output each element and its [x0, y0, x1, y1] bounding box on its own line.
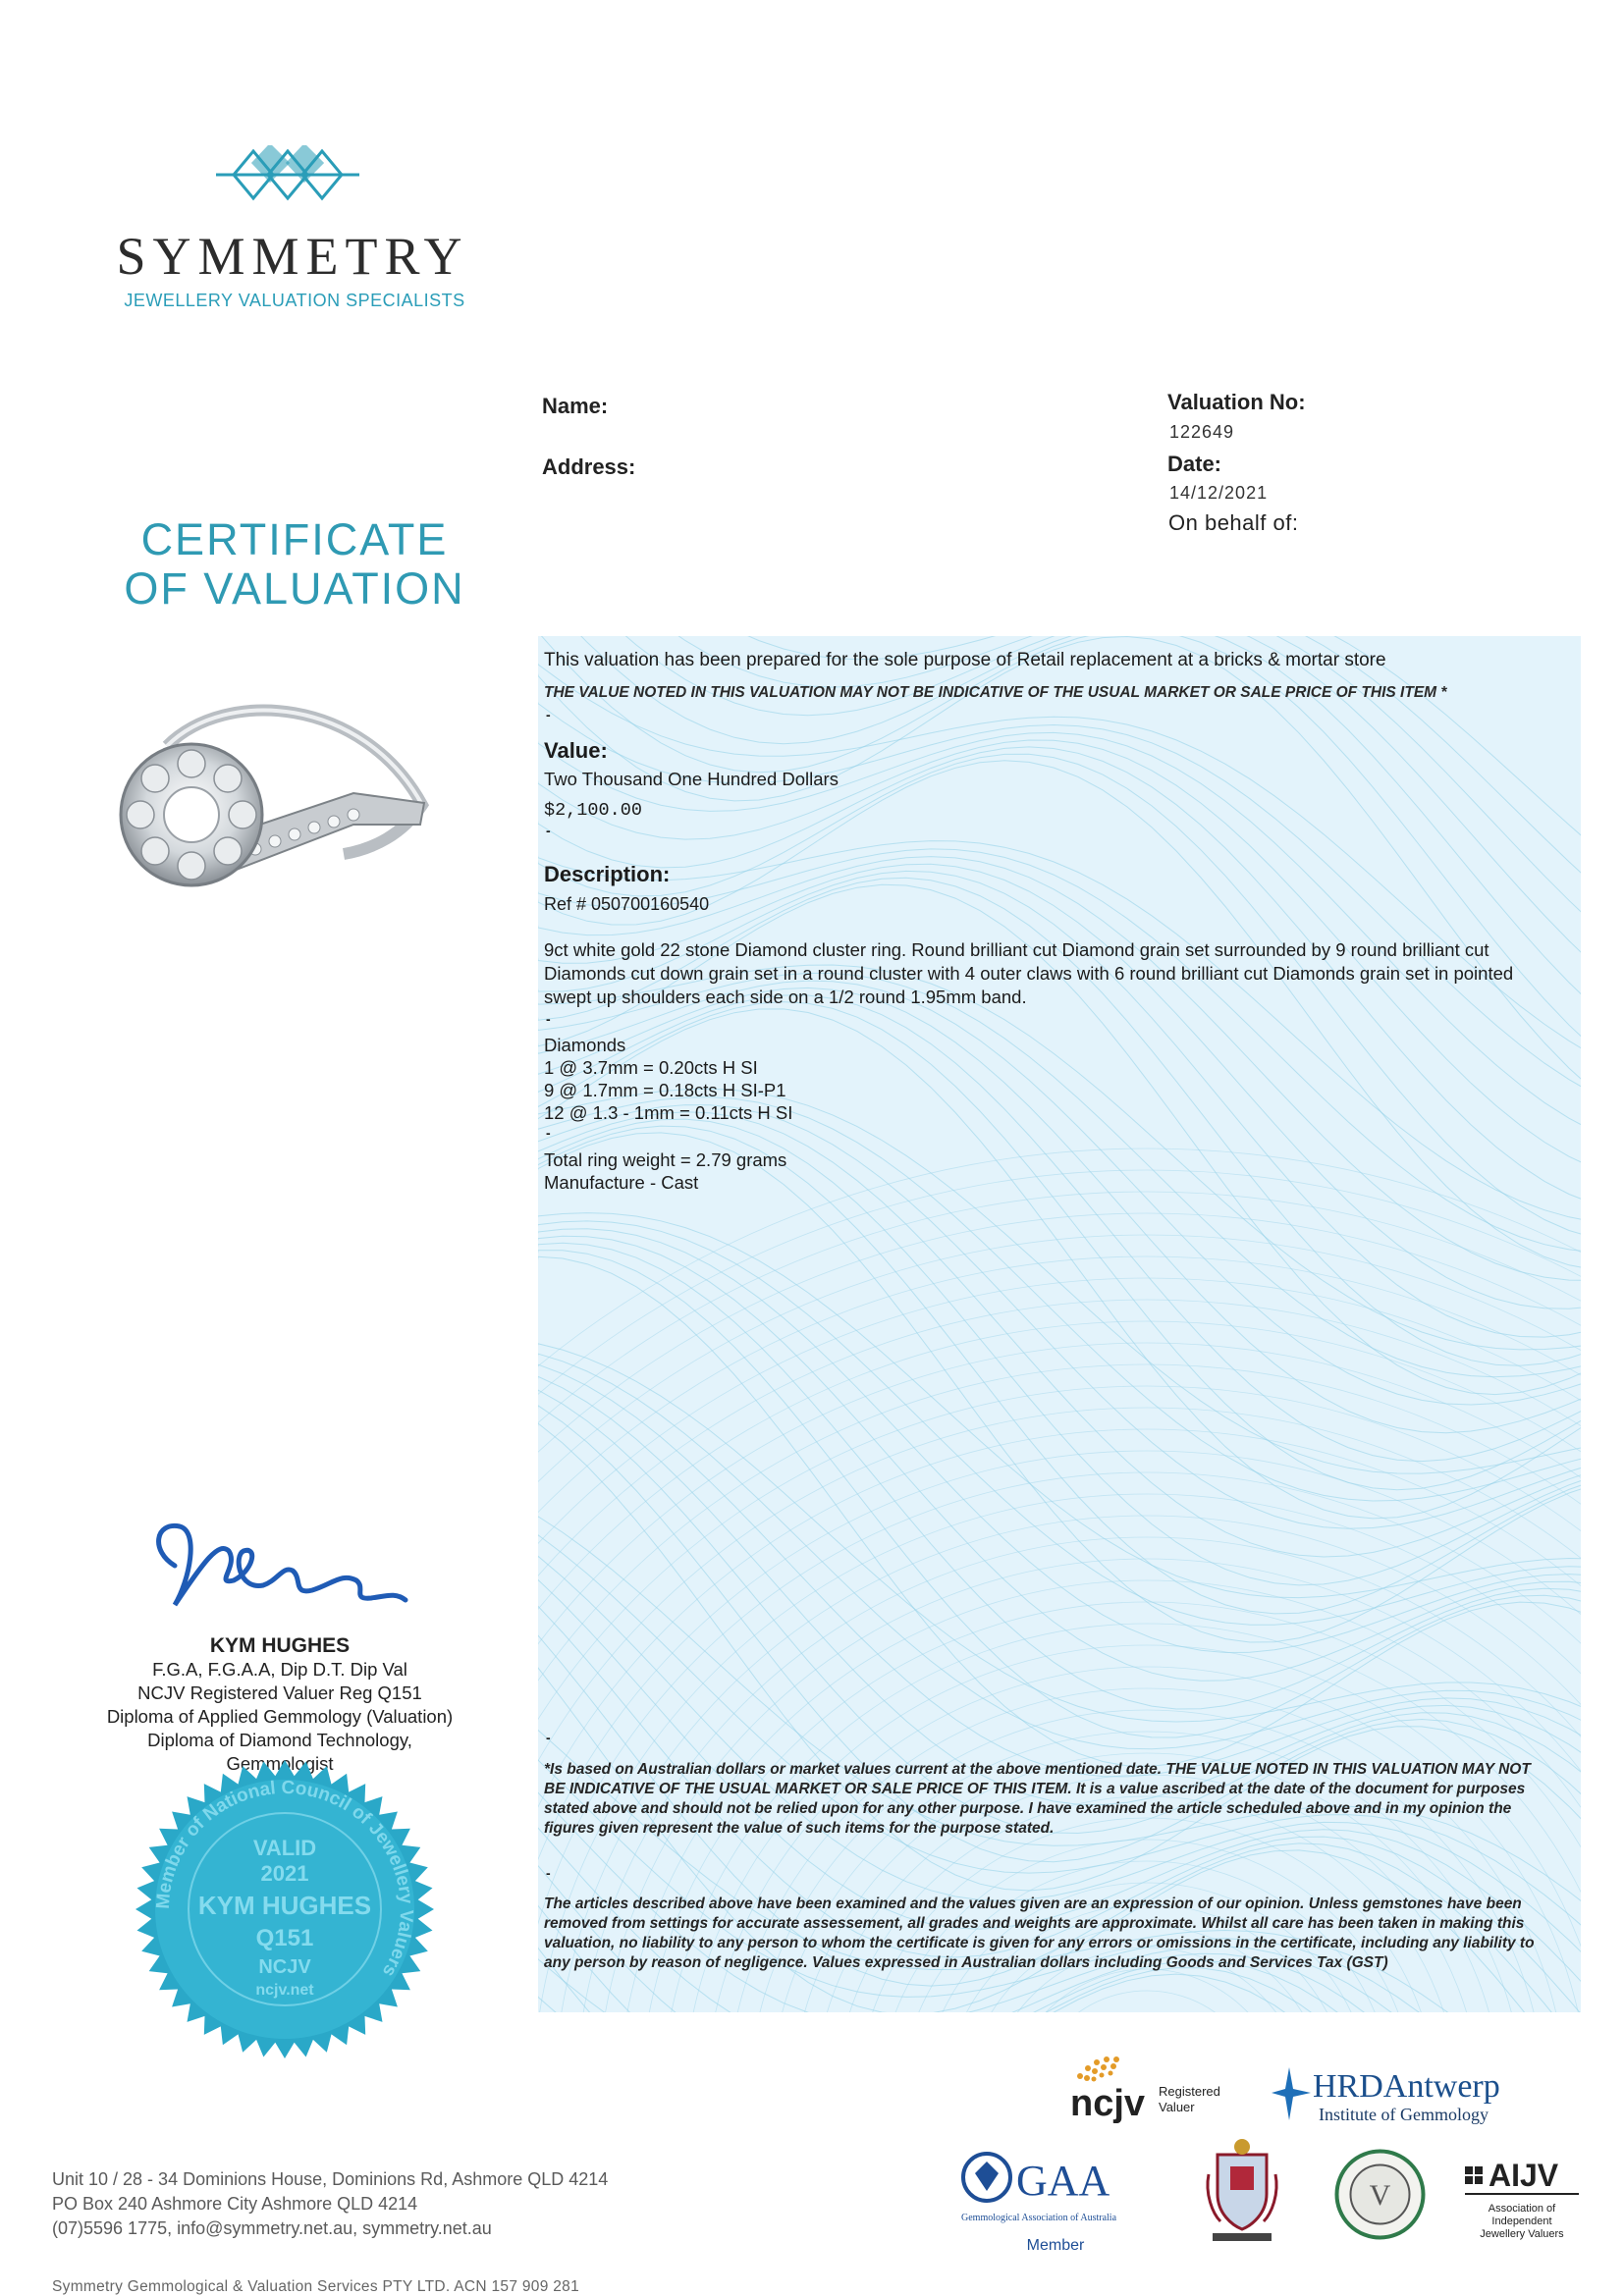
footnote-liability: The articles described above have been examined and the values given are an expression of our opinion. Unless gemstones have been removed from settings for accurate assessement, all grades and weights are approximate. Whilst all care has been taken in making this valuation, no liability to any person to whom the certificate is given for any errors or omissions in the certificate, including any liability to any person by reason of negligence. Values expressed in Australian dollars including Goods and Services Tax (GST) — [544, 1896, 1535, 1971]
valuer-credential: Diploma of Diamond Technology, — [147, 1730, 412, 1750]
aijv-grid-icon — [1465, 2166, 1483, 2184]
aijv-sub: Independent — [1491, 2216, 1552, 2227]
ncjv-logo — [1060, 2047, 1286, 2125]
v-seal-letter: V — [1369, 2179, 1391, 2212]
aijv-sub: Association of — [1488, 2203, 1556, 2215]
separator-dash: - — [546, 1730, 551, 1745]
symmetry-logo-icon — [214, 145, 361, 204]
diamonds-list — [544, 1034, 792, 1124]
brand-name: SYMMETRY — [116, 227, 469, 286]
aijv-sub: Jewellery Valuers — [1480, 2228, 1564, 2240]
valuation-no-label: Valuation No: — [1167, 390, 1306, 414]
footer-company: Symmetry Gemmological & Valuation Services PTY LTD. ACN 157 909 281 — [52, 2278, 579, 2295]
valuer-credential: Gemmologist — [226, 1753, 334, 1774]
certificate-title-line-1: CERTIFICATE — [140, 514, 449, 564]
separator-dash: - — [546, 707, 551, 722]
gaa-sub: Gemmological Association of Australia — [961, 2213, 1117, 2223]
address-label: Address: — [542, 454, 636, 479]
reference-number: Ref # 050700160540 — [544, 894, 710, 914]
valuer-credential: Diploma of Applied Gemmology (Valuation) — [106, 1706, 454, 1727]
gaa-name: GAA — [1016, 2157, 1110, 2205]
diamond-item: 12 @ 1.3 - 1mm = 0.11cts H SI — [544, 1102, 793, 1123]
valuer-details — [59, 1634, 501, 1776]
hrd-sub: Institute of Gemmology — [1319, 2105, 1489, 2124]
separator-dash: - — [546, 1865, 551, 1881]
gaa-member: Member — [1026, 2237, 1085, 2254]
value-words: Two Thousand One Hundred Dollars — [544, 769, 839, 789]
description-text: 9ct white gold 22 stone Diamond cluster ring. Round brilliant cut Diamond grain set surrounded by 9 round brilliant cut Diamonds cut down grain set in a round cluster with 4 outer claws with 6 round brilliant cut Diamonds grain set in pointed swept up shoulders each side on a 1/2 round 1.95mm band. — [544, 939, 1514, 1007]
seal-ring-text: Member of National Council of Jewellery Valuers — [152, 1777, 417, 1981]
aijv-name: AIJV — [1489, 2158, 1559, 2193]
valuer-name: KYM HUGHES — [209, 1634, 351, 1657]
date-value: 14/12/2021 — [1169, 483, 1269, 503]
valuer-signature — [145, 1512, 410, 1625]
diamond-item: 9 @ 1.7mm = 0.18cts H SI-P1 — [544, 1080, 786, 1100]
certificate-title — [88, 515, 501, 614]
ncjv-sub: Valuer — [1159, 2100, 1195, 2114]
name-label: Name: — [542, 394, 609, 418]
total-weight: Total ring weight = 2.79 grams — [544, 1149, 787, 1170]
valuer-credential: F.G.A, F.G.A.A, Dip D.T. Dip Val — [152, 1659, 407, 1680]
aijv-logo — [1463, 2155, 1581, 2263]
diamond-ring-photo — [108, 677, 442, 898]
valuer-credential: NCJV Registered Valuer Reg Q151 — [137, 1682, 422, 1703]
brand-tagline: JEWELLERY VALUATION SPECIALISTS — [124, 291, 465, 310]
diamonds-heading: Diamonds — [544, 1035, 626, 1055]
top-disclaimer: THE VALUE NOTED IN THIS VALUATION MAY NOT BE INDICATIVE OF THE USUAL MARKET OR SALE PRICE OF THIS ITEM * — [544, 684, 1447, 701]
gem-a-crest-icon — [1203, 2135, 1281, 2248]
valuation-purpose: This valuation has been prepared for the sole purpose of Retail replacement at a bricks & mortar store — [544, 650, 1386, 670]
weight-details — [544, 1148, 786, 1194]
address-line: (07)5596 1775, info@symmetry.net.au, symmetry.net.au — [52, 2218, 492, 2238]
footnote-basis: *Is based on Australian dollars or market values current at the above mentioned date. THE VALUE NOTED IN THIS VALUATION MAY NOT BE INDICATIVE OF THE USUAL MARKET OR SALE PRICE OF THIS ITEM. It is a value ascribed at the date of the document for purposes stated above and should not be relied upon for any other purpose. I have examined the article scheduled above and in my opinion the figures given represent the value of such items for the purpose stated. — [544, 1761, 1531, 1837]
address-line: Unit 10 / 28 - 34 Dominions House, Dominions Rd, Ashmore QLD 4214 — [52, 2169, 609, 2189]
seal-line: ncjv.net — [255, 1982, 314, 1999]
address-line: PO Box 240 Ashmore City Ashmore QLD 4214 — [52, 2194, 418, 2214]
gaa-logo — [957, 2140, 1154, 2258]
hrd-name: HRDAntwerp — [1313, 2068, 1500, 2105]
seal-line: Q151 — [255, 1925, 314, 1951]
date-label: Date: — [1167, 452, 1222, 476]
manufacture: Manufacture - Cast — [544, 1172, 699, 1193]
description-label: Description: — [544, 862, 671, 886]
separator-dash: - — [546, 823, 551, 838]
ncjv-embossed-seal — [133, 1757, 437, 2061]
seal-line: NCJV — [258, 1956, 311, 1978]
separator-dash: - — [546, 1125, 551, 1141]
star-icon — [1272, 2067, 1311, 2120]
ncjv-dots-icon — [1077, 2056, 1119, 2082]
value-amount: $2,100.00 — [544, 800, 642, 821]
certificate-title-line-2: OF VALUATION — [124, 563, 465, 614]
company-address — [52, 2167, 739, 2241]
ncjv-sub: Registered — [1159, 2084, 1220, 2099]
value-label: Value: — [544, 738, 608, 763]
ncjv-name: ncjv — [1070, 2083, 1146, 2124]
seal-line: KYM HUGHES — [197, 1891, 372, 1920]
seal-line: VALID — [252, 1836, 317, 1860]
valuers-institute-seal-icon — [1333, 2148, 1427, 2241]
valuation-no-value: 122649 — [1169, 422, 1235, 442]
on-behalf-label: On behalf of: — [1168, 510, 1299, 535]
separator-dash: - — [546, 1011, 551, 1027]
hrd-antwerp-logo — [1272, 2059, 1546, 2128]
diamond-item: 1 @ 3.7mm = 0.20cts H SI — [544, 1057, 758, 1078]
seal-line: 2021 — [260, 1861, 309, 1886]
